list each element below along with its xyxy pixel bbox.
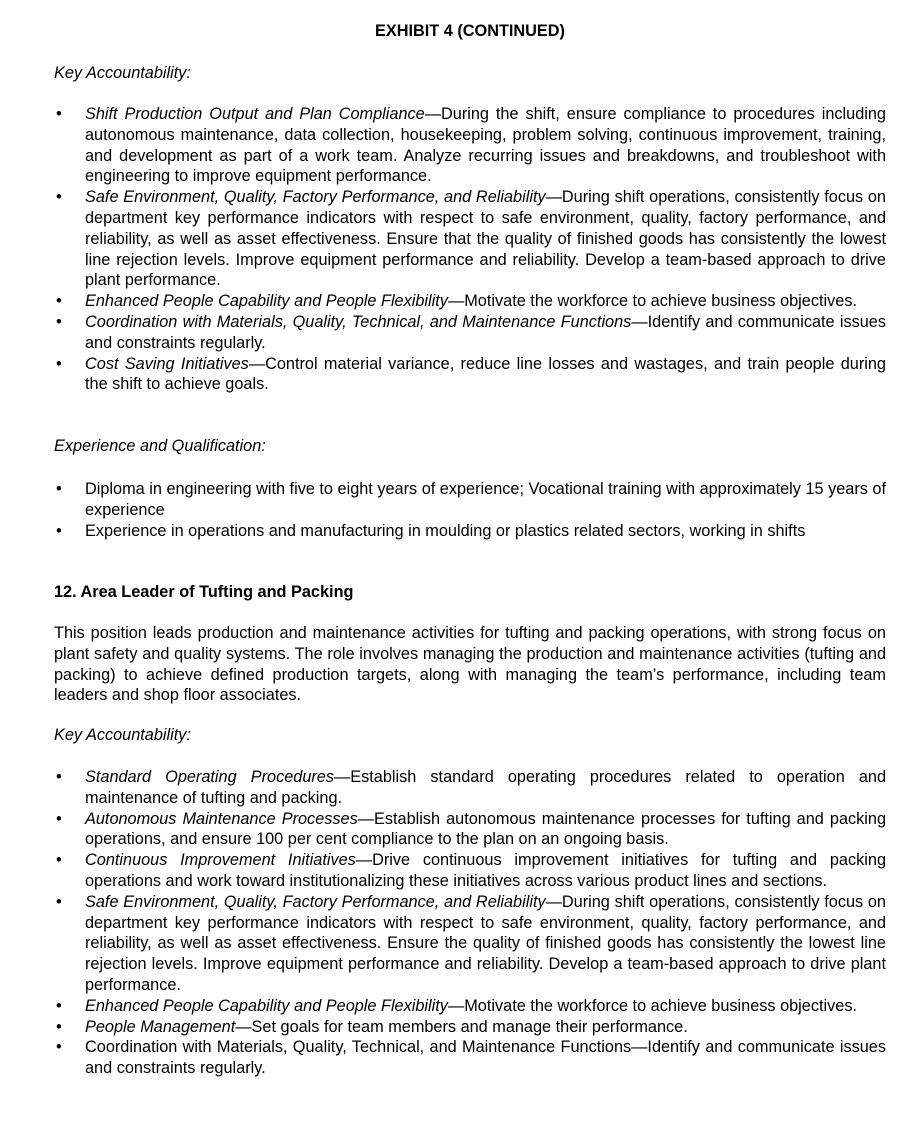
bullet-icon: •	[56, 354, 62, 373]
list-item	[54, 809, 886, 851]
item-text: —During shift operations, consistently focus on department key performance indicators with respect to safe environment, quality, factory performance, and reliability, as well as asset effectiveness. Ensure that the quality of finished goods has consistently the lowest line rejection levels. Improve equipment performance and reliability. Develop a team-based approach to drive plant performance.	[85, 188, 886, 290]
key-accountability-heading: Key Accountability:	[54, 64, 191, 82]
item-title: Coordination with Materials, Quality, Technical, and Maintenance Functions	[85, 312, 632, 331]
experience-qualification-list	[54, 479, 886, 541]
item-text: Coordination with Materials, Quality, Technical, and Maintenance Functions—Identify and communicate issues and constraints regularly.	[85, 1038, 886, 1078]
item-title: Autonomous Maintenance Processes	[85, 809, 358, 828]
list-item	[54, 850, 886, 892]
item-text: —Set goals for team members and manage their performance.	[235, 1017, 688, 1036]
key-accountability-heading-2: Key Accountability:	[54, 726, 191, 744]
key-accountability-list-2	[54, 767, 886, 1079]
list-item	[54, 479, 886, 521]
bullet-icon: •	[56, 809, 62, 828]
bullet-icon: •	[56, 1038, 62, 1057]
bullet-icon: •	[56, 480, 62, 498]
item-text: —Identify and communicate issues and constraints regularly.	[85, 312, 887, 352]
item-text: Diploma in engineering with five to eight years of experience; Vocational training with approximately 15 years of experience	[85, 480, 886, 519]
item-text: —During the shift, ensure compliance to procedures including autonomous maintenance, data collection, housekeeping, problem solving, continuous improvement, training, and development as part of a work team. Analyze recurring issues and breakdowns, and troubleshoot with engineering to improve equipment performance.	[85, 105, 886, 186]
list-item	[54, 354, 886, 396]
list-item	[54, 1017, 886, 1038]
item-title: Continuous Improvement Initiatives	[85, 851, 356, 870]
list-item	[54, 291, 886, 312]
list-item	[54, 104, 886, 187]
bullet-icon: •	[56, 851, 62, 870]
item-title: People Management	[85, 1017, 236, 1036]
experience-qualification-heading: Experience and Qualification:	[54, 437, 266, 455]
item-text: —Motivate the workforce to achieve business objectives.	[447, 292, 857, 311]
item-title: Safe Environment, Quality, Factory Performance, and Reliability	[85, 188, 546, 207]
item-title: Enhanced People Capability and People Flexibility	[85, 996, 448, 1015]
list-item	[54, 521, 886, 542]
bullet-icon: •	[56, 1017, 62, 1036]
item-text: —Motivate the workforce to achieve business objectives.	[447, 996, 857, 1015]
item-text: —Drive continuous improvement initiatives for tufting and packing operations and work toward institutionalizing these initiatives across various product lines and sections.	[85, 851, 886, 890]
item-text: Experience in operations and manufacturing in moulding or plastics related sectors, working in shifts	[85, 521, 806, 540]
item-text: —Control material variance, reduce line losses and wastages, and train people during the shift to achieve goals.	[85, 354, 886, 394]
exhibit-title: EXHIBIT 4 (CONTINUED)	[375, 22, 565, 40]
item-title: Standard Operating Procedures	[85, 768, 334, 786]
bullet-icon: •	[56, 996, 62, 1015]
list-item	[54, 1037, 886, 1079]
bullet-icon: •	[56, 768, 62, 786]
item-text: —Establish autonomous maintenance processes for tufting and packing operations, and ensure 100 per cent compliance to the plan on an ongoing basis.	[85, 809, 887, 849]
bullet-icon: •	[56, 188, 62, 207]
item-text: —Establish standard operating procedures related to operation and maintenance of tufting and packing.	[85, 768, 886, 807]
bullet-icon: •	[56, 892, 62, 911]
list-item	[54, 767, 886, 809]
section-12-title: 12. Area Leader of Tufting and Packing	[54, 583, 354, 601]
bullet-icon: •	[56, 292, 62, 311]
list-item	[54, 187, 886, 291]
bullet-icon: •	[56, 312, 62, 331]
bullet-icon: •	[56, 521, 62, 540]
item-text: —During shift operations, consistently focus on department key performance indicators with respect to safe environment, quality, factory performance, and reliability, as well as asset effectiveness. Ensure the quality of finished goods has consistently the lowest line rejection levels. Improve equipment performance and reliability. Develop a team-based approach to drive plant performance.	[85, 892, 886, 994]
list-item	[54, 312, 886, 354]
list-item	[54, 892, 886, 996]
key-accountability-list	[54, 104, 886, 395]
item-title: Enhanced People Capability and People Flexibility	[85, 292, 448, 311]
item-title: Safe Environment, Quality, Factory Performance, and Reliability	[85, 892, 546, 911]
section-12-intro: This position leads production and maintenance activities for tufting and packing operations, with strong focus on plant safety and quality systems. The role involves managing the production and maintenance activities (tufting and packing) to achieve defined production targets, along with managing the team’s performance, including team leaders and shop floor associates.	[54, 624, 886, 705]
item-title: Cost Saving Initiatives	[85, 354, 249, 373]
list-item	[54, 996, 886, 1017]
bullet-icon: •	[56, 105, 62, 123]
item-title: Shift Production Output and Plan Compliance	[85, 105, 425, 123]
